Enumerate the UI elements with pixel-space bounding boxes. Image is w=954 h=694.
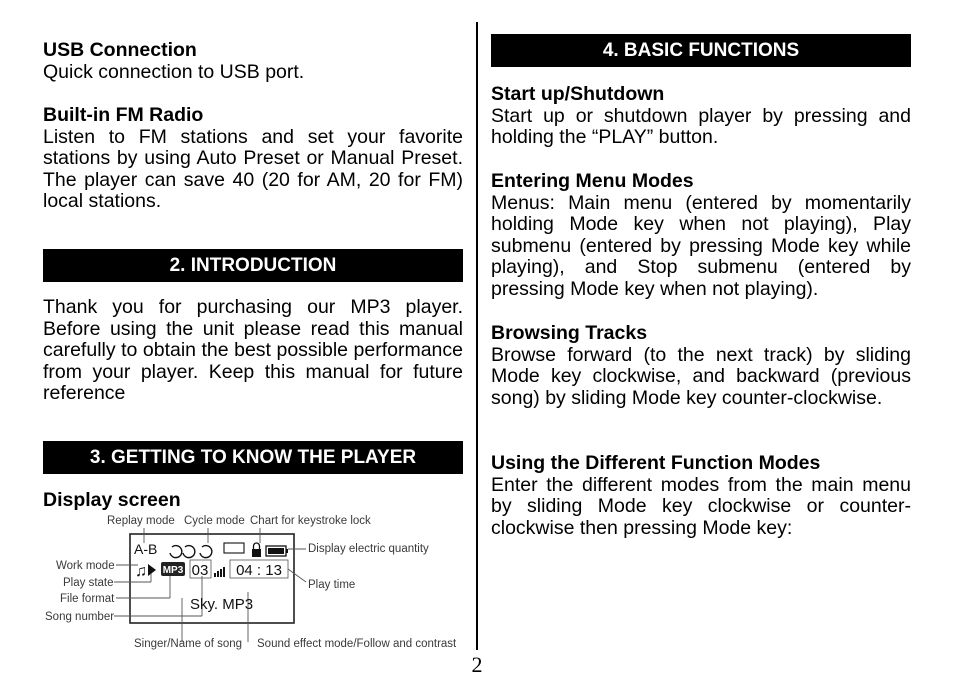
file-format-text: MP3 — [162, 565, 184, 576]
browsing-text: Browse forward (to the next track) by sliding Mode key clockwise, and backward (previous song) by sliding Mode key counter-clockwise. — [491, 343, 911, 409]
startup-heading: Start up/Shutdown — [491, 83, 665, 105]
browsing-heading: Browsing Tracks — [491, 322, 648, 344]
intro-text: Thank you for purchasing our MP3 player. Before using the unit please read this manual carefully to obtain the best possible performance from your player. Keep this manual for future reference — [43, 296, 463, 405]
menu-modes-section — [491, 171, 911, 301]
display-screen-heading: Display screen — [43, 489, 181, 511]
music-note-icon: ♫ — [135, 563, 147, 580]
column-divider — [476, 22, 478, 650]
usb-heading: USB Connection — [43, 39, 197, 61]
replay-mode-label: Replay mode — [107, 515, 175, 527]
song-number-label: Song number — [45, 611, 115, 623]
keylock-chart-label: Chart for keystroke lock — [250, 515, 371, 527]
play-time-text: 04 : 13 — [236, 562, 282, 579]
function-modes-heading: Using the Different Function Modes — [491, 452, 821, 474]
function-modes-text: Enter the different modes from the main menu by sliding Mode key clockwise or counter-clockwise then pressing Mode key: — [491, 473, 911, 539]
singer-name-label: Singer/Name of song — [134, 638, 243, 650]
song-number-text: 03 — [191, 562, 209, 579]
display-screen-diagram — [44, 510, 456, 656]
usb-text: Quick connection to USB port. — [43, 60, 305, 83]
getting-to-know-header: 3. GETTING TO KNOW THE PLAYER — [43, 441, 463, 474]
play-time-label: Play time — [308, 579, 356, 591]
menu-modes-text: Menus: Main menu (entered by momentarily holding Mode key when not playing), Play submenu (entered by pressing Mode key while playing), and Stop submenu (entered by pressing Mode key when not playing). — [491, 191, 911, 300]
file-format-label: File format — [60, 593, 115, 605]
fm-heading: Built-in FM Radio — [43, 104, 204, 126]
lock-icon — [252, 549, 261, 557]
usb-section — [43, 40, 463, 83]
page-number: 2 — [471, 652, 483, 677]
cycle-mode-label: Cycle mode — [184, 515, 245, 527]
fm-text: Listen to FM stations and set your favorite stations by using Auto Preset or Manual Preset. The player can save 40 (20 for AM, 20 for FM) local stations. — [43, 125, 463, 213]
basic-functions-header: 4. BASIC FUNCTIONS — [491, 34, 911, 67]
startup-text: Start up or shutdown player by pressing and holding the “PLAY” button. — [491, 104, 911, 149]
electric-quantity-label: Display electric quantity — [308, 543, 429, 555]
sound-effect-label: Sound effect mode/Follow and contrast — [257, 638, 456, 650]
replay-ab-icon: A-B — [134, 541, 158, 557]
fm-section — [43, 105, 463, 213]
startup-section — [491, 84, 911, 149]
function-modes-section — [491, 453, 911, 539]
song-name-text: Sky. MP3 — [190, 596, 254, 613]
browsing-section — [491, 323, 911, 409]
intro-section — [43, 297, 463, 405]
work-mode-label: Work mode — [56, 560, 115, 572]
menu-modes-heading: Entering Menu Modes — [491, 170, 694, 192]
display-screen-section — [43, 490, 463, 512]
introduction-header: 2. INTRODUCTION — [43, 249, 463, 282]
play-state-label: Play state — [63, 577, 114, 589]
